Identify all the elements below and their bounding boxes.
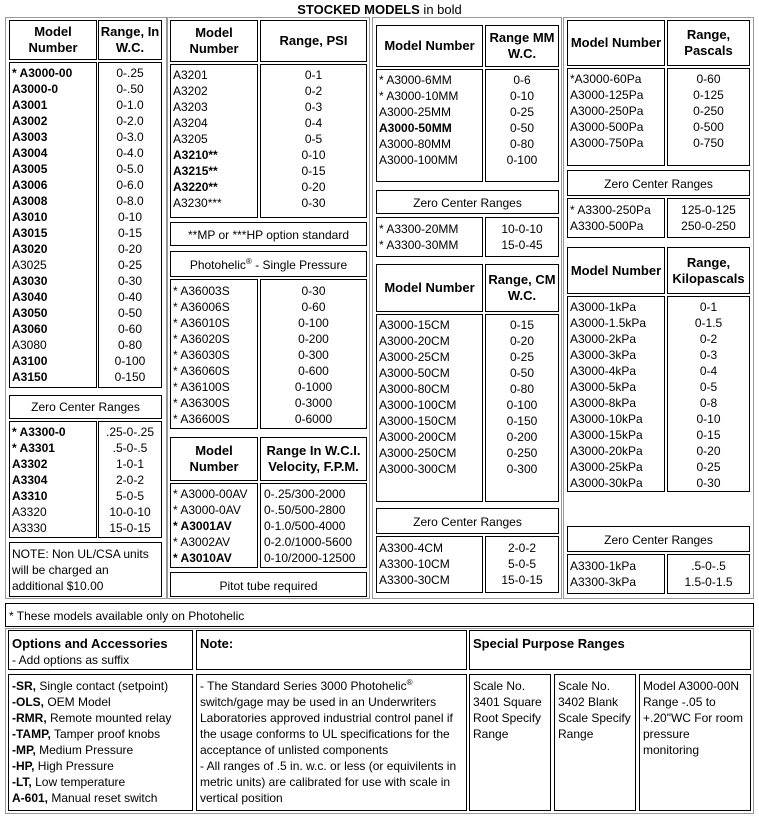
range-cell: 0-40 (117, 290, 143, 304)
t3-model-list (379, 72, 458, 168)
model-cell: * A3000-00 (12, 66, 73, 80)
model-cell: A3000-1.5kPa (570, 316, 647, 330)
model-cell: A3000-5kPa (570, 380, 637, 394)
model-cell: A3000-100MM (379, 153, 458, 167)
option-code: -TAMP, (12, 727, 51, 741)
t3-cm-range-header: Range, CM W.C. (485, 264, 559, 312)
model-cell: * A36060S (173, 364, 230, 378)
option-desc: Remote mounted relay (46, 711, 172, 725)
t4-zc-model-list (570, 202, 651, 234)
range-cell: 0-750 (693, 136, 724, 150)
model-cell: A3005 (12, 162, 48, 176)
model-cell: * A3300-0 (12, 425, 66, 439)
model-cell: * A36100S (173, 380, 230, 394)
option-code: -LT, (12, 775, 32, 789)
model-cell: * A36006S (173, 300, 230, 314)
range-cell: 0-5.0 (116, 162, 144, 176)
range-cell: 0-100 (506, 398, 538, 412)
range-cell: .5-0-.5 (112, 441, 148, 455)
model-cell: *A3000-60Pa (570, 72, 642, 86)
range-cell: 0-300 (506, 462, 538, 476)
t1-model-header: Model Number (9, 20, 97, 60)
t2-pitot-note: Pitot tube required (219, 579, 318, 593)
model-cell: A3000-30kPa (570, 476, 643, 490)
range-cell: 0-20 (509, 334, 535, 348)
range-cell: 0-25 (696, 460, 721, 474)
range-cell: 0-.25 (116, 66, 144, 80)
t2-range-header: Range, PSI (260, 20, 367, 62)
note-body: - The Standard Series 3000 Photohelic® switch/gage may be used in an Underwriters Laboratories approved industrial control panel if the usage conforms to UL specifications for the acceptance of unlisted components - All ranges of .5 in. w.c. or less (or equivilents in metric units) are calibrated for use with scale in vertical position (200, 678, 457, 805)
range-cell: 0-20 (117, 242, 143, 256)
model-cell: A3000-3kPa (570, 348, 637, 362)
range-cell: 250-0-250 (681, 219, 736, 233)
range-cell: 0-50 (117, 306, 143, 320)
model-cell: A3204 (173, 116, 208, 130)
t2-vel-range-header: Range In W.C.I. Velocity, F.P.M. (260, 437, 367, 481)
range-cell: 0-250 (506, 446, 538, 460)
t2-photo-model-list (173, 283, 230, 427)
range-cell: 0-100 (298, 316, 329, 330)
range-cell: 0-25 (117, 258, 143, 272)
t3-zc-range-list (485, 221, 559, 253)
range-cell: 2-0-2 (507, 541, 536, 555)
range-cell: 0-2 (304, 84, 323, 98)
model-cell: A3230*** (173, 196, 222, 210)
t3-model-header: Model Number (376, 25, 483, 67)
range-cell: 0-8 (699, 396, 718, 410)
range-cell: 15-0-45 (501, 238, 543, 252)
t4-range-header: Range, Pascals (667, 20, 750, 66)
range-cell: 1-0-1 (115, 457, 144, 471)
special-cell-3: Model A3000-00N Range -.05 to +.20"WC For room pressure monitoring (643, 679, 743, 757)
range-cell: 0-1.0 (116, 98, 144, 112)
model-cell: A3300-10CM (379, 557, 450, 571)
option-desc: Medium Pressure (35, 743, 134, 757)
option-code: -OLS, (12, 695, 44, 709)
range-cell: 0-10 (696, 412, 721, 426)
model-cell: A3300-1kPa (570, 559, 637, 573)
range-cell: 0-150 (114, 370, 146, 384)
model-cell: A3010 (12, 210, 48, 224)
range-cell: 0-15 (301, 164, 326, 178)
t3-zc-model-list (379, 221, 458, 253)
model-cell: A3150 (12, 370, 48, 384)
model-cell: A3006 (12, 178, 48, 192)
model-cell: A3300-500Pa (570, 219, 644, 233)
model-cell: A3300-3kPa (570, 575, 637, 589)
range-cell: 0-30 (696, 476, 721, 490)
t3-range-list (485, 72, 559, 168)
model-cell: A3202 (173, 84, 208, 98)
options-subtitle: - Add options as suffix (12, 653, 130, 667)
range-cell: 0-1 (304, 68, 323, 82)
model-cell: A3210** (173, 148, 218, 162)
range-cell: 0-30 (301, 284, 326, 298)
t1-range-header: Range, In W.C. (98, 20, 162, 60)
model-cell: A3000-0 (12, 82, 59, 96)
range-cell: 0-80 (509, 137, 535, 151)
t4-kpa-model-header: Model Number (567, 247, 665, 294)
option-desc: Single contact (setpoint) (36, 679, 169, 693)
range-cell: 0-200 (506, 430, 538, 444)
range-cell: 0-100 (114, 354, 146, 368)
range-cell: 0-.50 (116, 82, 144, 96)
model-cell: A3000-10kPa (570, 412, 643, 426)
range-cell: 0-5 (699, 380, 718, 394)
option-code: -HP, (12, 759, 35, 773)
t1-note: NOTE: Non UL/CSA units will be charged an additional $10.00 (12, 547, 149, 593)
model-cell: A3205 (173, 132, 208, 146)
page-title: STOCKED MODELS in bold (297, 2, 462, 17)
t1-zc-model-list (12, 424, 66, 536)
range-cell: 10-0-10 (109, 505, 151, 519)
model-cell: A3015 (12, 226, 48, 240)
model-cell: A3000-200CM (379, 430, 457, 444)
range-cell: 0-15 (117, 226, 143, 240)
t4-model-list (570, 71, 643, 151)
t2-model-header: Model Number (170, 20, 258, 62)
options-title: Options and Accessories (12, 636, 168, 651)
model-cell: A3100 (12, 354, 48, 368)
range-cell: 0-10 (301, 148, 326, 162)
range-cell: 0-10 (509, 89, 535, 103)
model-cell: A3330 (12, 521, 47, 535)
options-list (12, 678, 171, 806)
range-cell: 0-10/2000-12500 (264, 551, 356, 565)
model-cell: A3000-1kPa (570, 300, 637, 314)
t4-model-header: Model Number (567, 20, 665, 66)
t4-zc-title: Zero Center Ranges (604, 177, 713, 191)
range-cell: 0-25 (509, 105, 535, 119)
range-cell: 0-1000 (294, 380, 333, 394)
model-cell: A3001 (12, 98, 48, 112)
range-cell: 15-0-15 (501, 573, 543, 587)
t2-option-note: **MP or ***HP option standard (188, 228, 349, 242)
range-cell: 0-1 (699, 300, 718, 314)
model-cell: A3000-25MM (379, 105, 452, 119)
range-cell: 0-6000 (294, 412, 333, 426)
model-cell: * A3301 (12, 441, 55, 455)
model-cell: A3003 (12, 130, 48, 144)
range-cell: 0-100 (506, 153, 538, 167)
model-cell: A3000-250Pa (570, 104, 644, 118)
range-cell: 0-250 (693, 104, 724, 118)
range-cell: 0-20 (301, 180, 326, 194)
model-cell: A3020 (12, 242, 48, 256)
t4-kpa-model-list (570, 299, 646, 491)
model-cell: * A3002AV (173, 535, 231, 549)
photohelic-only-note: * These models available only on Photohelic (9, 609, 245, 623)
t4-zc2-title: Zero Center Ranges (604, 533, 713, 547)
model-cell: A3215** (173, 164, 218, 178)
t2-photo-range-list (260, 283, 367, 427)
range-cell: 0-30 (301, 196, 326, 210)
t3-cm-model-list (379, 317, 456, 477)
range-cell: 10-0-10 (501, 222, 543, 236)
range-cell: 0-60 (696, 72, 721, 86)
model-cell: A3310 (12, 489, 48, 503)
range-cell: 0-20 (696, 444, 721, 458)
option-item (12, 742, 171, 758)
range-cell: 0-2.0/1000-5600 (264, 535, 353, 549)
model-cell: A3000-4kPa (570, 364, 637, 378)
model-cell: A3000-250CM (379, 446, 457, 460)
range-cell: 0-25 (509, 350, 535, 364)
model-cell: A3060 (12, 322, 48, 336)
model-cell: A3000-2kPa (570, 332, 637, 346)
model-cell: A3000-300CM (379, 462, 457, 476)
model-cell: A3000-80CM (379, 382, 450, 396)
model-cell: * A3000-6MM (379, 73, 452, 87)
range-cell: 0-4 (304, 116, 323, 130)
range-cell: 0-3.0 (116, 130, 144, 144)
t2-range-list (260, 67, 367, 211)
special-cell-1: Scale No. 3401 Square Root Specify Range (473, 679, 542, 741)
model-cell: A3000-20CM (379, 334, 450, 348)
t4-kpa-range-header: Range, Kilopascals (667, 247, 750, 294)
range-cell: 0-500 (693, 120, 724, 134)
model-cell: A3000-50MM (379, 121, 452, 135)
model-cell: A3080 (12, 338, 47, 352)
model-cell: A3050 (12, 306, 48, 320)
model-cell: A3030 (12, 274, 48, 288)
range-cell: 0-4.0 (116, 146, 144, 160)
option-item (12, 694, 171, 710)
t3-range-header: Range MM W.C. (485, 25, 559, 67)
special-title: Special Purpose Ranges (473, 636, 625, 651)
special-cell-2: Scale No. 3402 Blank Scale Specify Range (558, 679, 631, 741)
range-cell: 0-60 (117, 322, 143, 336)
model-cell: A3201 (173, 68, 208, 82)
model-cell: A3000-50CM (379, 366, 450, 380)
t1-zc-title: Zero Center Ranges (31, 400, 140, 414)
model-cell: A3000-15kPa (570, 428, 643, 442)
model-cell: A3008 (12, 194, 48, 208)
range-cell: 0-125 (693, 88, 724, 102)
range-cell: 0-3 (699, 348, 718, 362)
t1-zc-range-list (98, 424, 162, 536)
range-cell: 0-5 (304, 132, 323, 146)
range-cell: 0-30 (117, 274, 143, 288)
range-cell: 0-15 (696, 428, 721, 442)
option-code: -SR, (12, 679, 36, 693)
range-cell: 0-.25/300-2000 (264, 487, 346, 501)
range-cell: 0-2.0 (116, 114, 144, 128)
model-cell: A3025 (12, 258, 47, 272)
range-cell: 0-6 (513, 73, 531, 87)
range-cell: 15-0-15 (109, 521, 151, 535)
range-cell: 0-6.0 (116, 178, 144, 192)
t2-vel-range-list (264, 486, 355, 566)
range-cell: 0-8.0 (116, 194, 144, 208)
model-cell: * A36020S (173, 332, 230, 346)
model-cell: * A36600S (173, 412, 230, 426)
model-cell: A3000-8kPa (570, 396, 637, 410)
t2-model-list (173, 67, 222, 211)
range-cell: 0-300 (298, 348, 329, 362)
t3-cm-range-list (485, 317, 559, 477)
range-cell: .5-0-.5 (691, 559, 726, 573)
model-cell: A3000-125Pa (570, 88, 644, 102)
model-cell: A3304 (12, 473, 48, 487)
note-title-box (196, 630, 467, 670)
range-cell: 0-4 (699, 364, 718, 378)
model-cell: * A3300-20MM (379, 222, 459, 236)
model-cell: * A36010S (173, 316, 230, 330)
t4-zc-range-list (667, 202, 750, 234)
model-cell: A3220** (173, 180, 218, 194)
range-cell: 0-3000 (294, 396, 333, 410)
model-cell: A3000-25kPa (570, 460, 643, 474)
range-cell: 1.5-0-1.5 (684, 575, 733, 589)
t3-zc2-title: Zero Center Ranges (413, 515, 522, 529)
range-cell: 0-50 (509, 121, 535, 135)
model-cell: A3000-150CM (379, 414, 457, 428)
model-cell: * A3300-250Pa (570, 203, 651, 217)
range-cell: 0-.50/500-2800 (264, 503, 346, 517)
range-cell: 0-80 (509, 382, 535, 396)
option-desc: High Pressure (34, 759, 114, 773)
t3-cm-model-header: Model Number (376, 264, 483, 312)
range-cell: 0-2 (699, 332, 718, 346)
range-cell: 125-0-125 (681, 203, 736, 217)
range-cell: .25-0-.25 (105, 425, 155, 439)
range-cell: 5-0-5 (507, 557, 536, 571)
option-item (12, 678, 171, 694)
range-cell: 0-10 (117, 210, 143, 224)
t3-zc2-model-list (379, 540, 450, 588)
option-code: A-601, (12, 791, 49, 805)
t2-photo-title: Photohelic® - Single Pressure (189, 257, 348, 272)
model-cell: A3000-25CM (379, 350, 450, 364)
note-title: Note: (200, 636, 234, 651)
model-cell: * A3000-0AV (173, 503, 241, 517)
model-cell: A3300-30CM (379, 573, 450, 587)
option-item (12, 726, 171, 742)
option-item (12, 790, 171, 806)
t1-range-list (98, 65, 162, 385)
range-cell: 0-1.0/500-4000 (264, 519, 346, 533)
model-cell: * A3300-30MM (379, 238, 459, 252)
model-cell: A3040 (12, 290, 48, 304)
t3-zc-title: Zero Center Ranges (413, 196, 522, 210)
range-cell: 0-150 (506, 414, 538, 428)
model-cell: * A3001AV (173, 519, 232, 533)
model-cell: * A3010AV (173, 551, 232, 565)
model-cell: A3300-4CM (379, 541, 444, 555)
model-cell: * A3000-10MM (379, 89, 459, 103)
model-cell: A3000-500Pa (570, 120, 644, 134)
model-cell: * A36030S (173, 348, 230, 362)
range-cell: 0-50 (509, 366, 535, 380)
option-desc: Manual reset switch (48, 791, 158, 805)
t4-zc2-range-list (667, 558, 750, 590)
t4-kpa-range-list (667, 299, 750, 491)
range-cell: 2-0-2 (115, 473, 144, 487)
option-desc: Low temperature (31, 775, 126, 789)
range-cell: 0-200 (298, 332, 329, 346)
t4-range-list (667, 71, 750, 151)
option-item (12, 774, 171, 790)
model-cell: A3000-20kPa (570, 444, 643, 458)
range-cell: 0-60 (301, 300, 326, 314)
option-code: -RMR, (12, 711, 47, 725)
range-cell: 0-600 (298, 364, 329, 378)
t2-vel-model-list (173, 486, 248, 566)
model-cell: A3002 (12, 114, 48, 128)
t1-model-list (12, 65, 72, 385)
option-desc: Tamper proof knobs (50, 727, 161, 741)
model-cell: A3000-15CM (379, 318, 450, 332)
option-desc: OEM Model (44, 695, 111, 709)
model-cell: A3000-750Pa (570, 136, 644, 150)
range-cell: 0-3 (304, 100, 323, 114)
model-cell: A3000-80MM (379, 137, 452, 151)
model-cell: * A36003S (173, 284, 230, 298)
range-cell: 0-15 (509, 318, 535, 332)
model-cell: A3004 (12, 146, 48, 160)
range-cell: 0-1.5 (694, 316, 723, 330)
model-cell: A3203 (173, 100, 208, 114)
t4-zc2-model-list (570, 558, 636, 590)
model-cell: * A3000-00AV (173, 487, 248, 501)
range-cell: 0-80 (117, 338, 143, 352)
model-cell: A3302 (12, 457, 48, 471)
option-item (12, 710, 171, 726)
t2-vel-model-header: Model Number (170, 437, 258, 481)
option-code: -MP, (12, 743, 36, 757)
model-cell: A3000-100CM (379, 398, 457, 412)
model-cell: * A36300S (173, 396, 230, 410)
option-item (12, 758, 171, 774)
range-cell: 5-0-5 (115, 489, 144, 503)
model-cell: A3320 (12, 505, 47, 519)
t3-zc2-range-list (485, 540, 559, 588)
